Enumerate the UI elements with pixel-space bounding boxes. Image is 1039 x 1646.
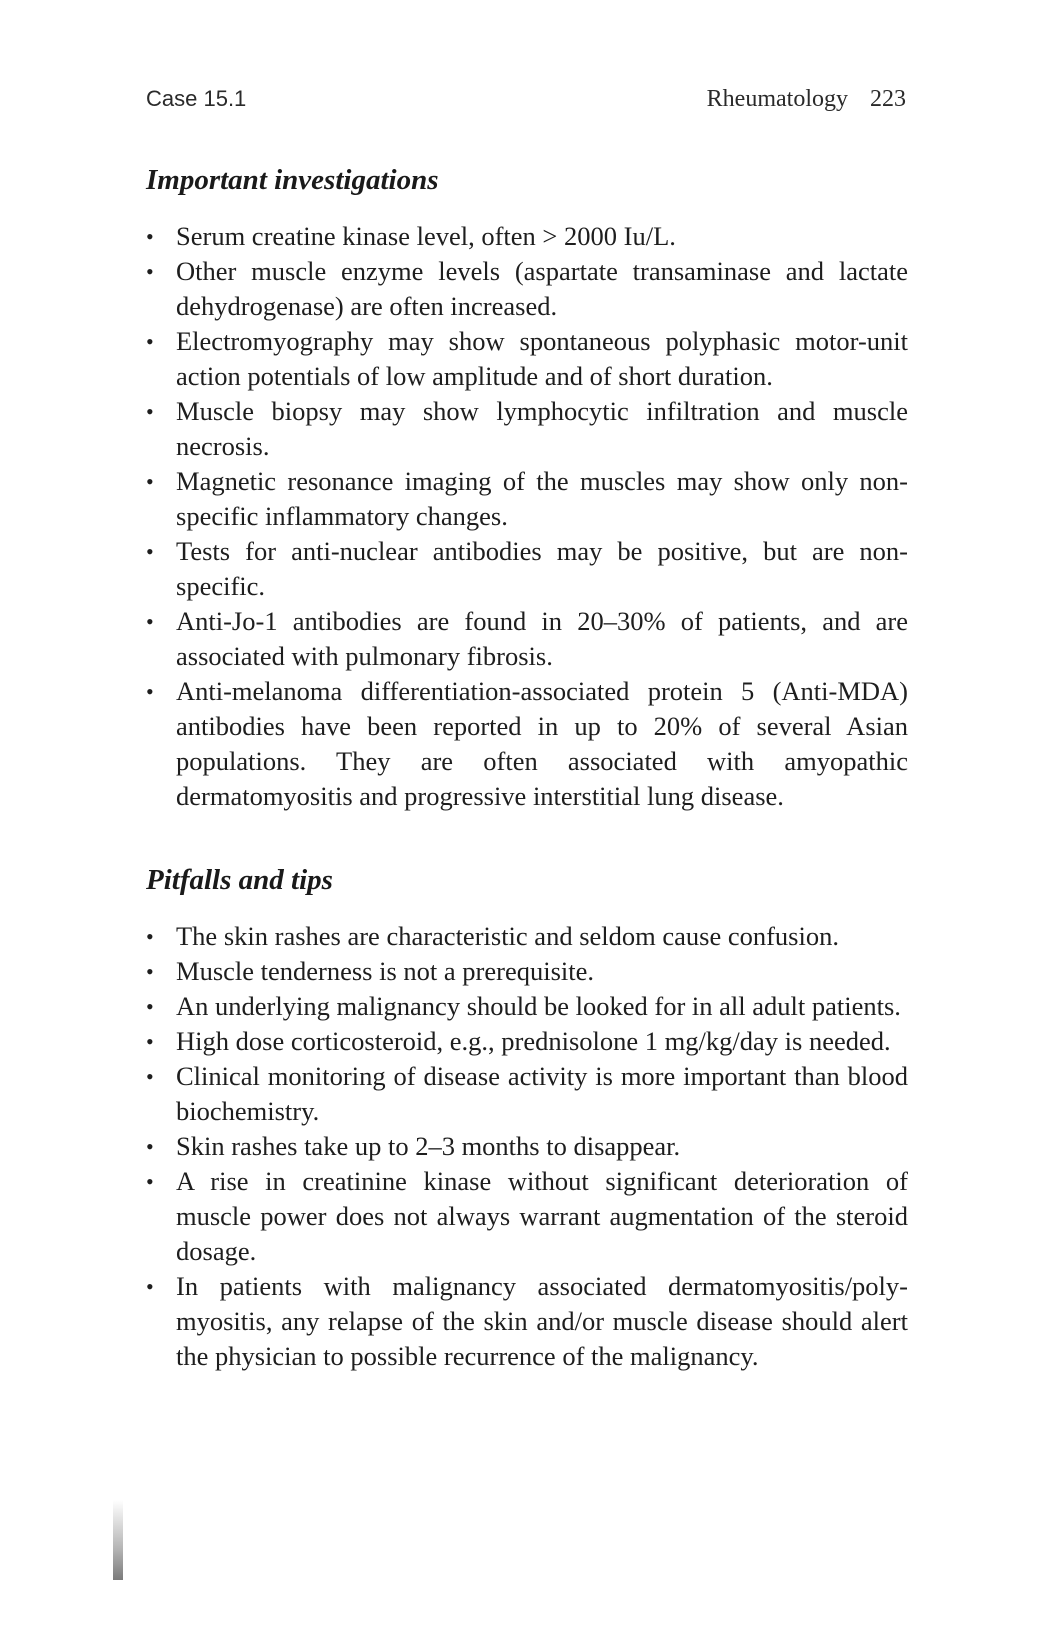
list-item — [146, 919, 908, 954]
section-title: Pitfalls and tips — [146, 864, 333, 896]
page-number: 223 — [870, 86, 906, 112]
list-item-text: A rise in creatinine kinase without significant deterioration of muscle power does not always warrant augmentation of the steroid dosage. — [176, 1166, 908, 1266]
list-item-text: Clinical monitoring of disease activity is more important than blood biochemistry. — [176, 1061, 908, 1126]
section-title: Important investigations — [146, 164, 439, 196]
list-item-text: The skin rashes are characteristic and seldom cause confusion. — [176, 921, 839, 951]
list-item-text: Anti-melanoma differentiation-associated protein 5 (Anti-MDA) antibodies have been reported in up to 20% of several Asian populations. They are often associated with amyopathic dermatomyositis and progressive interstitial lung disease. — [176, 676, 908, 811]
list-item — [146, 604, 908, 674]
list-item-text: Serum creatine kinase level, often > 2000 Iu/L. — [176, 221, 676, 251]
list-item-text: Other muscle enzyme levels (aspartate transaminase and lactate dehydrogenase) are often increased. — [176, 256, 908, 321]
investigations-list — [146, 219, 908, 814]
bullet-icon: • — [146, 224, 154, 249]
list-item-text: High dose corticosteroid, e.g., prednisolone 1 mg/kg/day is needed. — [176, 1026, 891, 1056]
list-item-text: In patients with malignancy associated dermatomyositis/poly-myositis, any relapse of the skin and/or muscle disease should alert the physician to possible recurrence of the malignancy. — [176, 1271, 908, 1371]
list-item-text: Muscle tenderness is not a prerequisite. — [176, 956, 594, 986]
list-item — [146, 464, 908, 534]
tips-list — [146, 919, 908, 1374]
bullet-icon: • — [146, 994, 154, 1019]
list-item — [146, 1059, 908, 1129]
bullet-icon: • — [146, 399, 154, 424]
case-label: Case 15.1 — [146, 86, 247, 111]
bullet-icon: • — [146, 924, 154, 949]
list-item — [146, 324, 908, 394]
list-item-text: Skin rashes take up to 2–3 months to disappear. — [176, 1131, 681, 1161]
list-item — [146, 989, 908, 1024]
bullet-icon: • — [146, 1134, 154, 1159]
list-item — [146, 1269, 908, 1374]
bullet-icon: • — [146, 1274, 154, 1299]
list-item — [146, 394, 908, 464]
investigations-section — [146, 164, 908, 814]
bullet-icon: • — [146, 959, 154, 984]
list-item-text: Muscle biopsy may show lymphocytic infiltration and muscle necrosis. — [176, 396, 908, 461]
bullet-icon: • — [146, 609, 154, 634]
list-item — [146, 1129, 908, 1164]
bullet-icon: • — [146, 329, 154, 354]
list-item — [146, 674, 908, 814]
list-item — [146, 1024, 908, 1059]
running-head-right — [707, 86, 906, 113]
list-item-text: Tests for anti-nuclear antibodies may be positive, but are non-specific. — [176, 536, 908, 601]
binding-shadow — [113, 1500, 123, 1580]
tips-section — [146, 864, 908, 1374]
list-item-text: Anti-Jo-1 antibodies are found in 20–30% of patients, and are associated with pulmonary fibrosis. — [176, 606, 908, 671]
list-item — [146, 1164, 908, 1269]
bullet-icon: • — [146, 469, 154, 494]
list-item — [146, 254, 908, 324]
list-item — [146, 954, 908, 989]
bullet-icon: • — [146, 679, 154, 704]
bullet-icon: • — [146, 1064, 154, 1089]
section-name: Rheumatology — [706, 86, 848, 112]
list-item — [146, 219, 908, 254]
bullet-icon: • — [146, 1029, 154, 1054]
running-head — [146, 86, 906, 116]
list-item-text: An underlying malignancy should be looked for in all adult patients. — [176, 991, 901, 1021]
list-item-text: Magnetic resonance imaging of the muscles may show only non-specific inflammatory changes. — [176, 466, 908, 531]
list-item — [146, 534, 908, 604]
list-item-text: Electromyography may show spontaneous polyphasic motor-unit action potentials of low amplitude and of short duration. — [176, 326, 908, 391]
bullet-icon: • — [146, 539, 154, 564]
bullet-icon: • — [146, 1169, 154, 1194]
bullet-icon: • — [146, 259, 154, 284]
